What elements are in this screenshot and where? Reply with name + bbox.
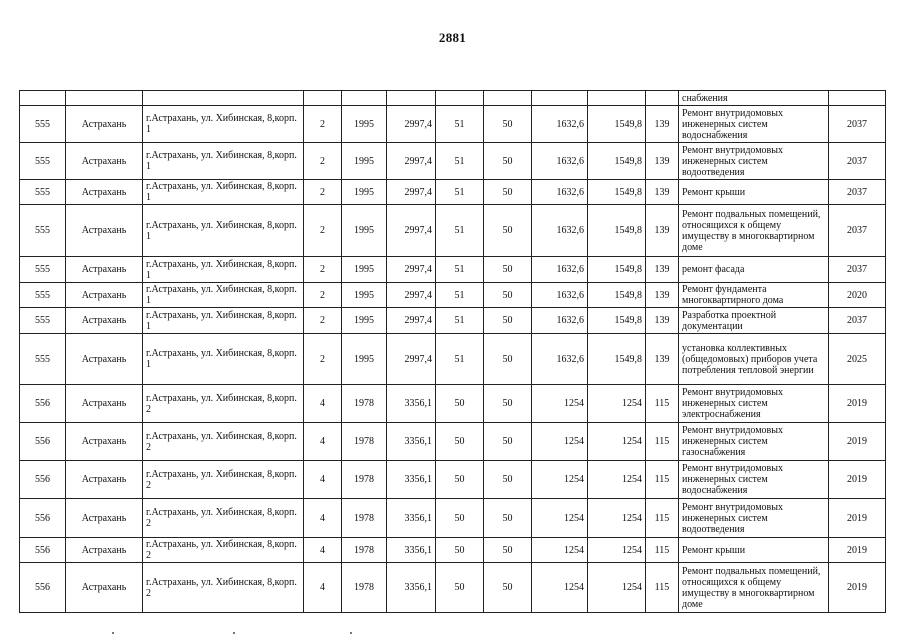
cell-floors: 4 (304, 538, 342, 563)
cell-c8: 1632,6 (532, 205, 588, 257)
cell-deadline: 2025 (829, 334, 886, 385)
cell-floors: 2 (304, 334, 342, 385)
cell-c6: 50 (436, 385, 484, 423)
table-row (20, 461, 886, 499)
cell-c7: 50 (484, 106, 532, 143)
cell-deadline: 2019 (829, 423, 886, 461)
cell-floors: 4 (304, 385, 342, 423)
cell-num (20, 91, 66, 106)
table-body (20, 91, 886, 613)
cell-city: Астрахань (66, 334, 143, 385)
cell-city: Астрахань (66, 461, 143, 499)
cell-area-total: 2997,4 (387, 180, 436, 205)
cell-area-total: 3356,1 (387, 563, 436, 613)
cell-c8: 1254 (532, 385, 588, 423)
cell-num: 555 (20, 205, 66, 257)
cell-c6: 50 (436, 538, 484, 563)
table-row (20, 143, 886, 180)
table-row (20, 205, 886, 257)
cell-c8: 1254 (532, 563, 588, 613)
cell-work: ремонт фасада (679, 257, 829, 283)
cell-address: г.Астрахань, ул. Хибинская, 8,корп. 1 (143, 205, 304, 257)
cell-c7: 50 (484, 334, 532, 385)
cell-c6: 51 (436, 180, 484, 205)
cell-c6: 51 (436, 283, 484, 308)
cell-c9: 1254 (588, 563, 646, 613)
cell-c9 (588, 91, 646, 106)
cell-area-total: 3356,1 (387, 423, 436, 461)
cell-c7: 50 (484, 563, 532, 613)
cell-c10: 139 (646, 106, 679, 143)
cell-address: г.Астрахань, ул. Хибинская, 8,корп. 1 (143, 106, 304, 143)
cell-floors: 2 (304, 257, 342, 283)
capital-repair-table (19, 90, 886, 613)
cell-year (342, 91, 387, 106)
cell-work: снабжения (679, 91, 829, 106)
cell-c8: 1632,6 (532, 180, 588, 205)
cell-c7: 50 (484, 283, 532, 308)
cell-area-total: 2997,4 (387, 308, 436, 334)
cell-num: 555 (20, 257, 66, 283)
cell-c6: 50 (436, 423, 484, 461)
cell-city: Астрахань (66, 283, 143, 308)
cell-address: г.Астрахань, ул. Хибинская, 8,корп. 2 (143, 385, 304, 423)
cell-c8: 1632,6 (532, 334, 588, 385)
cell-deadline: 2019 (829, 563, 886, 613)
cell-c9: 1549,8 (588, 106, 646, 143)
cell-address: г.Астрахань, ул. Хибинская, 8,корп. 1 (143, 334, 304, 385)
cell-deadline: 2037 (829, 308, 886, 334)
cell-deadline: 2019 (829, 499, 886, 538)
cell-year: 1995 (342, 308, 387, 334)
cell-floors: 4 (304, 499, 342, 538)
cell-city: Астрахань (66, 499, 143, 538)
cell-area-total: 2997,4 (387, 205, 436, 257)
cell-c6: 51 (436, 308, 484, 334)
cell-year: 1978 (342, 563, 387, 613)
cell-c6 (436, 91, 484, 106)
cell-work: Ремонт подвальных помещений, относящихся к общему имуществу в многоквартирном доме (679, 205, 829, 257)
cell-year: 1995 (342, 283, 387, 308)
cell-c7: 50 (484, 205, 532, 257)
cell-deadline: 2020 (829, 283, 886, 308)
cell-year: 1995 (342, 180, 387, 205)
cell-num: 555 (20, 180, 66, 205)
table-row (20, 499, 886, 538)
cell-c9: 1254 (588, 538, 646, 563)
cell-deadline: 2037 (829, 143, 886, 180)
cell-c8: 1254 (532, 423, 588, 461)
table-row (20, 257, 886, 283)
cell-c6: 51 (436, 106, 484, 143)
table-row (20, 423, 886, 461)
cell-c7: 50 (484, 180, 532, 205)
cell-address: г.Астрахань, ул. Хибинская, 8,корп. 1 (143, 257, 304, 283)
cell-floors (304, 91, 342, 106)
cell-deadline: 2037 (829, 180, 886, 205)
cell-c6: 51 (436, 334, 484, 385)
cell-city: Астрахань (66, 106, 143, 143)
cell-work: Ремонт фундамента многоквартирного дома (679, 283, 829, 308)
cell-c8: 1632,6 (532, 257, 588, 283)
cell-area-total: 3356,1 (387, 461, 436, 499)
cell-c9: 1549,8 (588, 308, 646, 334)
table-row (20, 308, 886, 334)
cell-c7: 50 (484, 257, 532, 283)
cell-c10: 139 (646, 205, 679, 257)
cell-work: Ремонт внутридомовых инженерных систем водоотведения (679, 143, 829, 180)
cell-address: г.Астрахань, ул. Хибинская, 8,корп. 1 (143, 308, 304, 334)
cell-c9: 1254 (588, 461, 646, 499)
cell-num: 555 (20, 106, 66, 143)
cell-work: Ремонт внутридомовых инженерных систем электроснабжения (679, 385, 829, 423)
cell-c9: 1254 (588, 499, 646, 538)
cell-c9: 1549,8 (588, 205, 646, 257)
cell-address: г.Астрахань, ул. Хибинская, 8,корп. 2 (143, 423, 304, 461)
cell-city: Астрахань (66, 180, 143, 205)
cell-work: установка коллективных (общедомовых) приборов учета потребления тепловой энергии (679, 334, 829, 385)
cell-area-total: 3356,1 (387, 499, 436, 538)
cell-num: 555 (20, 283, 66, 308)
cell-c6: 51 (436, 257, 484, 283)
table-row (20, 385, 886, 423)
cell-c7: 50 (484, 461, 532, 499)
cell-c8: 1632,6 (532, 283, 588, 308)
cell-address: г.Астрахань, ул. Хибинская, 8,корп. 2 (143, 538, 304, 563)
cell-year: 1995 (342, 143, 387, 180)
cell-work: Ремонт подвальных помещений, относящихся к общему имуществу в многоквартирном доме (679, 563, 829, 613)
cell-address: г.Астрахань, ул. Хибинская, 8,корп. 1 (143, 143, 304, 180)
cell-c7: 50 (484, 423, 532, 461)
table-row (20, 538, 886, 563)
cell-floors: 2 (304, 180, 342, 205)
cell-deadline: 2019 (829, 385, 886, 423)
cell-c10: 115 (646, 499, 679, 538)
cell-c9: 1254 (588, 423, 646, 461)
cell-num: 556 (20, 385, 66, 423)
cell-area-total (387, 91, 436, 106)
cell-year: 1995 (342, 257, 387, 283)
cell-c10: 115 (646, 385, 679, 423)
cell-floors: 2 (304, 106, 342, 143)
cell-year: 1978 (342, 499, 387, 538)
cell-area-total: 2997,4 (387, 257, 436, 283)
cell-area-total: 2997,4 (387, 143, 436, 180)
table-row (20, 106, 886, 143)
cell-city (66, 91, 143, 106)
cell-c9: 1549,8 (588, 257, 646, 283)
cell-work: Ремонт крыши (679, 538, 829, 563)
cell-num: 555 (20, 308, 66, 334)
cell-address (143, 91, 304, 106)
cell-c9: 1549,8 (588, 180, 646, 205)
cell-year: 1995 (342, 205, 387, 257)
scan-edge-marks (0, 632, 905, 636)
cell-c10: 115 (646, 423, 679, 461)
cell-c7: 50 (484, 499, 532, 538)
cell-c9: 1549,8 (588, 334, 646, 385)
cell-floors: 2 (304, 308, 342, 334)
cell-work: Разработка проектной документации (679, 308, 829, 334)
table-row-continued (20, 91, 886, 106)
cell-deadline: 2019 (829, 538, 886, 563)
cell-work: Ремонт внутридомовых инженерных систем водоснабжения (679, 461, 829, 499)
cell-c8: 1632,6 (532, 106, 588, 143)
cell-c8: 1254 (532, 461, 588, 499)
cell-area-total: 2997,4 (387, 283, 436, 308)
cell-c10: 139 (646, 143, 679, 180)
cell-num: 555 (20, 143, 66, 180)
cell-c10: 139 (646, 308, 679, 334)
cell-floors: 4 (304, 461, 342, 499)
cell-work: Ремонт внутридомовых инженерных систем газоснабжения (679, 423, 829, 461)
cell-area-total: 3356,1 (387, 385, 436, 423)
cell-year: 1978 (342, 538, 387, 563)
cell-floors: 2 (304, 283, 342, 308)
cell-city: Астрахань (66, 385, 143, 423)
cell-c6: 51 (436, 143, 484, 180)
cell-num: 556 (20, 499, 66, 538)
cell-city: Астрахань (66, 257, 143, 283)
cell-address: г.Астрахань, ул. Хибинская, 8,корп. 2 (143, 499, 304, 538)
cell-c9: 1254 (588, 385, 646, 423)
cell-year: 1978 (342, 385, 387, 423)
cell-c9: 1549,8 (588, 283, 646, 308)
cell-year: 1978 (342, 423, 387, 461)
cell-work: Ремонт внутридомовых инженерных систем водоотведения (679, 499, 829, 538)
cell-area-total: 3356,1 (387, 538, 436, 563)
cell-year: 1995 (342, 106, 387, 143)
cell-num: 556 (20, 423, 66, 461)
cell-address: г.Астрахань, ул. Хибинская, 8,корп. 1 (143, 180, 304, 205)
cell-num: 555 (20, 334, 66, 385)
cell-c7 (484, 91, 532, 106)
cell-num: 556 (20, 461, 66, 499)
cell-city: Астрахань (66, 538, 143, 563)
cell-address: г.Астрахань, ул. Хибинская, 8,корп. 2 (143, 461, 304, 499)
table-row (20, 334, 886, 385)
cell-work: Ремонт крыши (679, 180, 829, 205)
cell-num: 556 (20, 538, 66, 563)
cell-c6: 50 (436, 499, 484, 538)
table-row (20, 180, 886, 205)
cell-address: г.Астрахань, ул. Хибинская, 8,корп. 1 (143, 283, 304, 308)
cell-c10: 115 (646, 461, 679, 499)
cell-city: Астрахань (66, 205, 143, 257)
table-row (20, 283, 886, 308)
cell-area-total: 2997,4 (387, 334, 436, 385)
cell-c10: 115 (646, 563, 679, 613)
cell-c10: 139 (646, 334, 679, 385)
cell-c7: 50 (484, 308, 532, 334)
cell-floors: 2 (304, 205, 342, 257)
cell-c6: 50 (436, 461, 484, 499)
cell-year: 1978 (342, 461, 387, 499)
cell-deadline: 2037 (829, 257, 886, 283)
cell-c7: 50 (484, 538, 532, 563)
cell-c10: 115 (646, 538, 679, 563)
cell-c8: 1632,6 (532, 308, 588, 334)
cell-year: 1995 (342, 334, 387, 385)
cell-address: г.Астрахань, ул. Хибинская, 8,корп. 2 (143, 563, 304, 613)
cell-city: Астрахань (66, 563, 143, 613)
cell-city: Астрахань (66, 423, 143, 461)
cell-c8: 1254 (532, 499, 588, 538)
cell-c8: 1254 (532, 538, 588, 563)
cell-c8 (532, 91, 588, 106)
cell-c10: 139 (646, 257, 679, 283)
table-row (20, 563, 886, 613)
cell-deadline: 2037 (829, 205, 886, 257)
cell-c10: 139 (646, 283, 679, 308)
cell-deadline: 2019 (829, 461, 886, 499)
cell-floors: 2 (304, 143, 342, 180)
cell-deadline: 2037 (829, 106, 886, 143)
cell-floors: 4 (304, 563, 342, 613)
cell-c10: 139 (646, 180, 679, 205)
cell-city: Астрахань (66, 143, 143, 180)
cell-deadline (829, 91, 886, 106)
cell-c6: 50 (436, 563, 484, 613)
cell-c8: 1632,6 (532, 143, 588, 180)
cell-floors: 4 (304, 423, 342, 461)
cell-area-total: 2997,4 (387, 106, 436, 143)
cell-c6: 51 (436, 205, 484, 257)
cell-c7: 50 (484, 385, 532, 423)
cell-city: Астрахань (66, 308, 143, 334)
cell-c9: 1549,8 (588, 143, 646, 180)
cell-c10 (646, 91, 679, 106)
cell-c7: 50 (484, 143, 532, 180)
cell-work: Ремонт внутридомовых инженерных систем водоснабжения (679, 106, 829, 143)
page-number: 2881 (438, 30, 467, 45)
cell-num: 556 (20, 563, 66, 613)
